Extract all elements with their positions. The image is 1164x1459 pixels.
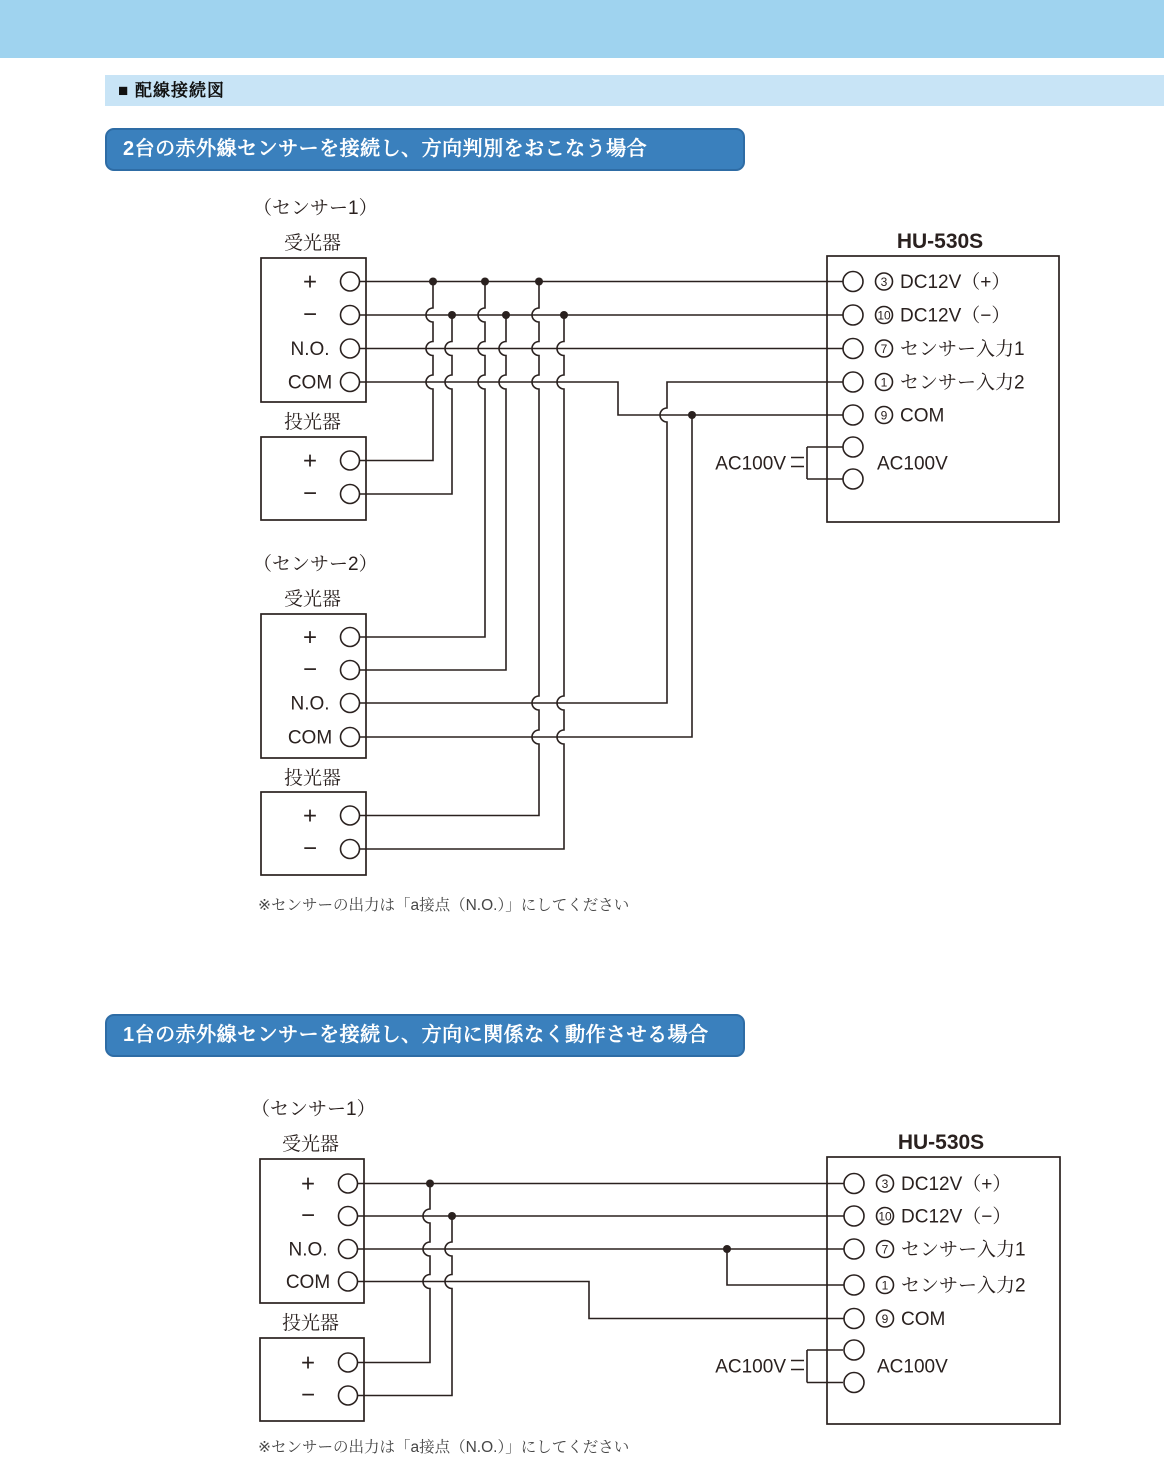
circled-number-text: 7 <box>881 1242 889 1257</box>
junction-dot <box>560 311 568 319</box>
sensor1-title: （センサー1） <box>253 198 378 219</box>
hu-terminal-label: センサー入力1 <box>900 339 1025 360</box>
terminal-circle <box>844 1309 864 1329</box>
junction-dot <box>426 1180 434 1188</box>
sensor-emitter-label: 投光器 <box>282 1313 340 1334</box>
junction-dot <box>723 1245 731 1253</box>
terminal-label-minus: − <box>302 656 318 683</box>
wire <box>360 282 540 816</box>
terminal-circle <box>843 305 863 325</box>
case2-banner: 1台の赤外線センサーを接続し、方向に関係なく動作させる場合 <box>105 1014 745 1057</box>
hu530s-title-1: HU-530S <box>896 230 984 253</box>
terminal-circle <box>341 485 360 504</box>
terminal-circle <box>341 628 360 647</box>
terminal-label-minus: − <box>302 301 318 328</box>
terminal-label-minus: − <box>300 1202 316 1229</box>
terminal-circle <box>844 1174 864 1194</box>
circled-number-text: 1 <box>881 1278 889 1293</box>
terminal-circle <box>844 1340 864 1360</box>
terminal-label-plus: + <box>302 802 318 830</box>
note-2: ※センサーの出力は「a接点（N.O.）」にしてください <box>258 1439 630 1456</box>
ac100v-outside-2: AC100V <box>715 1356 786 1378</box>
note-1: ※センサーの出力は「a接点（N.O.）」にしてください <box>258 897 630 914</box>
terminal-circle <box>339 1386 358 1405</box>
terminal-circle <box>339 1207 358 1226</box>
terminal-circle <box>341 451 360 470</box>
hu-terminal-label: COM <box>901 1309 946 1330</box>
sensor2-receiver-label: 受光器 <box>284 589 342 610</box>
section-title: ■ 配線接続図 <box>118 81 225 100</box>
terminal-label-plus: + <box>302 624 318 651</box>
terminal-circle <box>341 339 360 358</box>
terminal-circle <box>341 272 360 291</box>
circled-number-text: 10 <box>877 308 891 323</box>
terminal-label-no: N.O. <box>290 693 330 715</box>
hu-terminal-label: COM <box>900 405 945 427</box>
terminal-circle <box>341 661 360 680</box>
hu-terminal-label: DC12V（+） <box>901 1174 1012 1195</box>
circled-number-text: 1 <box>880 375 888 390</box>
circled-number-text: 7 <box>880 342 888 356</box>
ac-bracket-1 <box>791 447 843 479</box>
terminal-circle <box>339 1174 358 1193</box>
hu530s-title-2: HU-530S <box>897 1131 985 1154</box>
case1-banner: 2台の赤外線センサーを接続し、方向判別をおこなう場合 <box>105 128 745 171</box>
wire <box>360 382 844 415</box>
circled-number-text: 10 <box>878 1209 892 1224</box>
ac100v-inside-2: AC100V <box>877 1356 948 1378</box>
circled-number-text: 3 <box>881 1177 889 1191</box>
terminal-circle <box>843 469 863 489</box>
terminal-label-minus: − <box>302 480 318 507</box>
ac100v-inside-1: AC100V <box>877 453 948 475</box>
circled-number-text: 3 <box>880 275 888 289</box>
diagram1 <box>253 197 1059 914</box>
sensor-receiver-label: 受光器 <box>282 1134 340 1155</box>
wire <box>360 315 565 849</box>
ac-bracket-2 <box>791 1350 843 1383</box>
sensor-title: （センサー1） <box>251 1099 376 1120</box>
sensor2-emitter-label: 投光器 <box>284 768 342 789</box>
junction-dot <box>502 311 510 319</box>
hu-terminal-label: DC12V（−） <box>901 1206 1012 1228</box>
terminal-label-com: COM <box>287 372 333 394</box>
terminal-circle <box>843 372 863 392</box>
junction-dot <box>481 278 489 286</box>
sensor1-emitter-label: 投光器 <box>284 412 342 433</box>
terminal-label-minus: − <box>300 1381 316 1409</box>
terminal-label-plus: + <box>300 1349 316 1377</box>
wire <box>358 1216 453 1396</box>
terminal-circle <box>341 840 360 859</box>
terminal-label-com: COM <box>287 727 333 749</box>
terminal-label-no: N.O. <box>288 1239 328 1261</box>
diagram2 <box>251 1098 1060 1456</box>
sensor1-receiver-label: 受光器 <box>284 233 342 254</box>
circled-number-text: 9 <box>881 1312 889 1326</box>
junction-dot <box>448 311 456 319</box>
terminal-circle <box>844 1373 864 1393</box>
terminal-label-plus: + <box>302 447 318 475</box>
junction-dot <box>429 278 437 286</box>
circled-number-text: 9 <box>880 408 888 423</box>
terminal-circle <box>341 806 360 825</box>
ac100v-outside-1: AC100V <box>715 453 786 475</box>
terminal-label-minus: − <box>302 835 318 862</box>
hu530s-rows-2 <box>877 1173 1026 1330</box>
diagram1-wires <box>360 282 844 850</box>
terminal-circle <box>844 1239 864 1259</box>
terminal-circle <box>843 405 863 425</box>
terminal-circle <box>844 1275 864 1295</box>
terminal-label-no: N.O. <box>290 339 330 360</box>
hu-terminal-label: センサー入力2 <box>901 1275 1026 1297</box>
terminal-label-com: COM <box>285 1272 331 1293</box>
wire <box>360 282 434 461</box>
terminal-circle <box>339 1353 358 1372</box>
wire <box>358 1184 431 1363</box>
junction-dot <box>535 278 543 286</box>
hu-terminal-label: センサー入力2 <box>900 372 1025 394</box>
terminal-circle <box>843 437 863 457</box>
terminal-circle <box>843 272 863 292</box>
hu-terminal-label: DC12V（+） <box>900 272 1011 293</box>
terminal-circle <box>339 1240 358 1259</box>
wire <box>360 282 486 638</box>
terminal-circle <box>843 339 863 359</box>
terminal-circle <box>341 694 360 713</box>
wire <box>360 382 844 703</box>
terminal-circle <box>341 728 360 747</box>
hu-terminal-label: DC12V（−） <box>900 305 1011 327</box>
hu530s-rows-1 <box>876 271 1025 427</box>
terminal-label-plus: + <box>300 1170 316 1198</box>
wire <box>360 315 453 494</box>
junction-dot <box>448 1212 456 1220</box>
terminal-circle <box>341 306 360 325</box>
terminal-circle <box>339 1272 358 1291</box>
junction-dot <box>688 411 696 419</box>
terminal-label-plus: + <box>302 268 318 296</box>
terminal-circle <box>844 1206 864 1226</box>
wire <box>360 415 693 737</box>
sensor2-title: （センサー2） <box>253 554 378 575</box>
hu-terminal-label: センサー入力1 <box>901 1239 1026 1261</box>
diagram1-terminal-circles <box>341 272 864 859</box>
terminal-circle <box>341 373 360 392</box>
